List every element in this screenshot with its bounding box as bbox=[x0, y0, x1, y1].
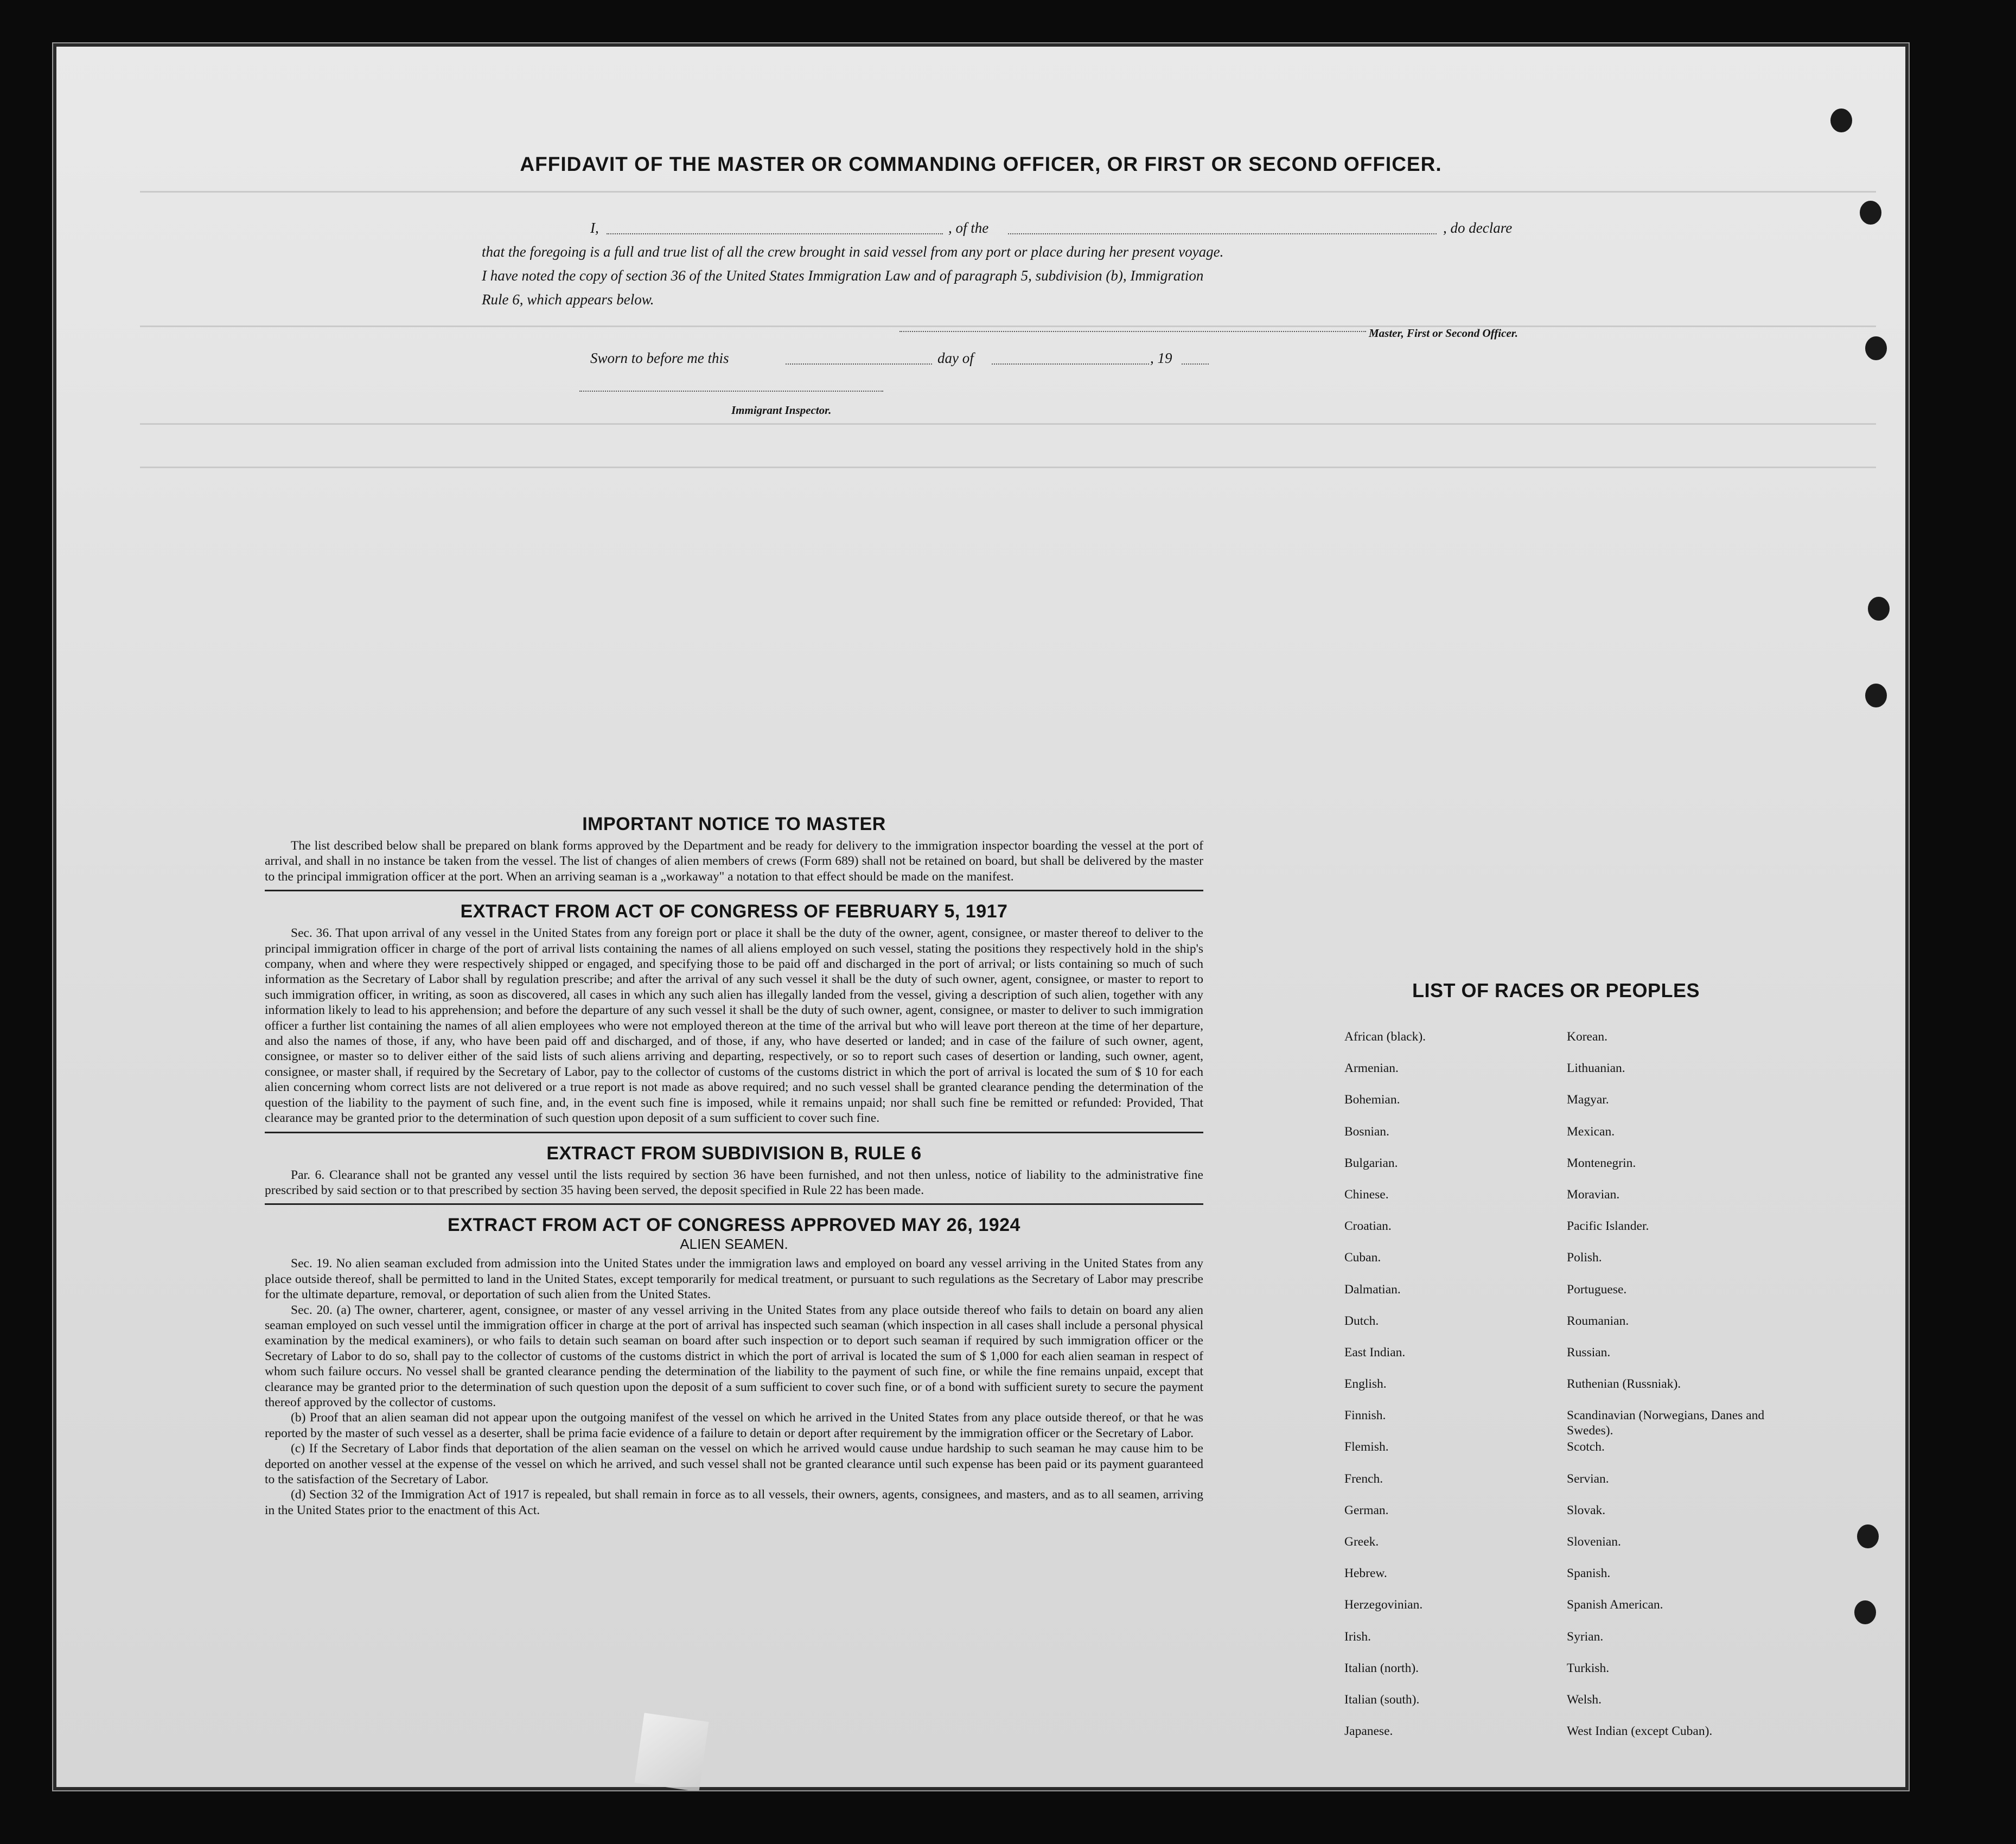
affidavit-line-2: that the foregoing is a full and true list of all the crew brought in said vessel from any port or place during her present voyage. bbox=[482, 244, 1224, 260]
notice-title: IMPORTANT NOTICE TO MASTER bbox=[582, 814, 886, 834]
race-item: Irish. bbox=[1344, 1629, 1371, 1644]
extract-1917-title: EXTRACT FROM ACT OF CONGRESS OF FEBRUARY 5, 1917 bbox=[460, 901, 1008, 922]
punch-hole bbox=[1860, 201, 1881, 225]
race-item: Chinese. bbox=[1344, 1187, 1389, 1202]
race-item: Moravian. bbox=[1567, 1187, 1620, 1202]
year-label: , 19 bbox=[1150, 350, 1172, 366]
day-of-label: day of bbox=[937, 350, 974, 366]
race-item: Spanish. bbox=[1567, 1566, 1611, 1581]
races-title: LIST OF RACES OR PEOPLES bbox=[1412, 979, 1700, 1001]
race-item: Welsh. bbox=[1567, 1692, 1602, 1707]
race-item: Croatian. bbox=[1344, 1219, 1392, 1234]
race-item: Japanese. bbox=[1344, 1724, 1393, 1739]
divider bbox=[265, 1132, 1203, 1133]
races-column-2 bbox=[1567, 1029, 1768, 1755]
race-item: Italian (south). bbox=[1344, 1692, 1420, 1707]
notice-section bbox=[265, 814, 1203, 1518]
race-item: Servian. bbox=[1567, 1471, 1609, 1486]
bleed-line bbox=[140, 423, 1876, 425]
race-item: English. bbox=[1344, 1377, 1387, 1392]
notice-text: The list described below shall be prepared on blank forms approved by the Department and be ready for delivery to the immigration inspector boarding the vessel at the port of arrival, and shall in no instance be taken from the vessel. The list of changes of alien members of crews (Form 689) shall not be retained on board, but shall be delivered by the master to the principal immigration officer at the port. When an arriving seaman is a „workaway" a notation to that effect should be made on the manifest. bbox=[265, 839, 1203, 884]
signature-line[interactable] bbox=[899, 331, 1366, 332]
sec20c-text: (c) If the Secretary of Labor finds that deportation of the alien seaman on the vessel on which he arrived would cause undue hardship to such seaman he may cause him to be deported on another vessel at the expense of the vessel on which he arrived, and such vessel shall not be granted clearance until such expense has been paid or its payment guaranteed to the satisfaction of the Secretary of Labor. bbox=[265, 1441, 1203, 1486]
inspector-label: Immigrant Inspector. bbox=[731, 404, 832, 417]
race-item: Flemish. bbox=[1344, 1440, 1389, 1454]
blank-line[interactable] bbox=[1008, 233, 1437, 234]
bleed-line bbox=[140, 467, 1876, 468]
race-item: Cuban. bbox=[1344, 1250, 1381, 1265]
sec20b-text: (b) Proof that an alien seaman did not appear upon the outgoing manifest of the vessel on which he arrived in the United States from any place outside thereof, or that he was reported by the master of such vessel as a deserter, shall be prima facie evidence of a failure to detain or deport after requirement by the immigration officer or the Secretary of Labor. bbox=[265, 1411, 1203, 1440]
race-item: Mexican. bbox=[1567, 1124, 1615, 1139]
race-item: East Indian. bbox=[1344, 1345, 1406, 1360]
punch-hole bbox=[1865, 684, 1887, 707]
sworn-label: Sworn to before me this bbox=[590, 350, 729, 366]
race-item: Russian. bbox=[1567, 1345, 1611, 1360]
affidavit-of-the: , of the bbox=[948, 220, 989, 236]
race-item: Slovenian. bbox=[1567, 1535, 1621, 1549]
extract-1924-title: EXTRACT FROM ACT OF CONGRESS APPROVED MAY 26, 1924 bbox=[448, 1215, 1020, 1236]
race-item: Montenegrin. bbox=[1567, 1156, 1636, 1170]
race-item: Portuguese. bbox=[1567, 1282, 1627, 1297]
race-item: Bohemian. bbox=[1344, 1093, 1400, 1107]
race-item: Lithuanian. bbox=[1567, 1061, 1625, 1076]
punch-hole bbox=[1830, 109, 1852, 132]
race-item: Finnish. bbox=[1344, 1408, 1386, 1423]
extract-rule6-title: EXTRACT FROM SUBDIVISION B, RULE 6 bbox=[546, 1143, 922, 1164]
race-item: Scandinavian (Norwegians, Danes and Swedes). bbox=[1567, 1408, 1765, 1438]
divider bbox=[265, 1203, 1203, 1205]
sec20a-text: Sec. 20. (a) The owner, charterer, agent, consignee, or master of any vessel arriving in the United States from any place outside thereof who fails to detain on board any alien seaman employed on such vessel until the immigration officer in charge at the port of arrival has inspected such seaman (which inspection in all cases shall include a personal physical examination by the medical examiners), or who fails to detain such seaman on board after such inspection or to deport such seaman if required by such immigration officer or the Secretary of Labor to do so, shall pay to the collector of customs of the customs district in which the port of arrival is located the sum of $ 1,000 for each alien seaman in respect of whom such failure occurs. No vessel shall be granted clearance pending the determination of the liability to the payment of such fine, or while the fine remains unpaid, except that clearance may be granted prior to the determination of such question upon the deposit of a sum sufficient to cover such fine, or of a bond with sufficient surety to secure the payment thereof approved by the collector of customs. bbox=[265, 1303, 1203, 1409]
race-item: Spanish American. bbox=[1567, 1598, 1663, 1612]
divider bbox=[265, 890, 1203, 891]
affidavit-block bbox=[482, 216, 1561, 417]
blank-line[interactable] bbox=[786, 363, 932, 365]
race-item: Herzegovinian. bbox=[1344, 1598, 1423, 1612]
blank-line[interactable] bbox=[992, 363, 1149, 365]
race-item: Roumanian. bbox=[1567, 1313, 1629, 1328]
punch-hole bbox=[1857, 1524, 1879, 1548]
race-item: Korean. bbox=[1567, 1030, 1608, 1044]
race-item: Armenian. bbox=[1344, 1061, 1399, 1076]
race-item: Dutch. bbox=[1344, 1313, 1379, 1328]
race-item: West Indian (except Cuban). bbox=[1567, 1724, 1713, 1739]
race-item: Pacific Islander. bbox=[1567, 1219, 1649, 1234]
race-item: Hebrew. bbox=[1344, 1566, 1387, 1581]
race-item: Slovak. bbox=[1567, 1503, 1606, 1517]
races-list bbox=[1344, 979, 1768, 1739]
punch-hole bbox=[1865, 336, 1887, 360]
race-item: Bosnian. bbox=[1344, 1124, 1389, 1139]
extract-1917-text: Sec. 36. That upon arrival of any vessel in the United States from any foreign port or place it shall be the duty of the owner, agent, consignee, or master thereof to deliver to the principal immigration officer in charge of the port of arrival lists containing the names of all aliens employed on such vessel, stating the positions they respectively hold in the ship's company, when and where they were respectively shipped or engaged, and specifying those to be paid off and discharged in the port of arrival; or lists containing so much of such information as the Secretary of Labor shall by regulation prescribe; and after the arrival of any such vessel it shall be the duty of such owner, agent, consignee, or master to report to such immigration officer, in writing, as soon as discovered, all cases in which any such alien has illegally landed from the vessel, giving a description of such alien, together with any information likely to lead to his apprehension; and before the departure of any such vessel it shall be the duty of such owner, agent, consignee, or master to deliver to such immigration officer a further list containing the names of all alien employees who were not employed thereon at the time of the arrival but who will leave port thereon at the time of her departure, and also the names of those, if any, who have been paid off and discharged, and of those, if any, who have deserted or landed; and in case of the failure of such owner, agent, consignee, or master so to deliver either of the said lists of such aliens arriving and departing, respectively, or so to report such cases of desertion or landing, such owner, agent, consignee, or master shall, if required by the Secretary of Labor, pay to the collector of customs of the customs district in which the port of arrival is located the sum of $ 10 for each alien concerning whom correct lists are not delivered or a true report is not made as above required; and no such vessel shall be granted clearance pending the determination of the question of the liability to the payment of such fine, and, in the event such fine is imposed, while it remains unpaid; nor shall such fine be remitted or refunded: Provided, That clearance may be granted prior to the determination of such question upon deposit of a sum sufficient to cover such fine. bbox=[265, 926, 1203, 1126]
punch-hole bbox=[1854, 1600, 1876, 1624]
punch-hole bbox=[1868, 597, 1890, 621]
race-item: Scotch. bbox=[1567, 1440, 1605, 1454]
race-item: Ruthenian (Russniak). bbox=[1567, 1377, 1681, 1392]
race-item: Greek. bbox=[1344, 1535, 1379, 1549]
race-item: Bulgarian. bbox=[1344, 1156, 1398, 1170]
race-item: African (black). bbox=[1344, 1030, 1426, 1044]
blank-line[interactable] bbox=[607, 233, 943, 234]
affidavit-i: I, bbox=[590, 220, 599, 236]
races-column-1 bbox=[1344, 1029, 1561, 1755]
race-item: Italian (north). bbox=[1344, 1661, 1419, 1675]
race-item: Turkish. bbox=[1567, 1661, 1610, 1675]
extract-rule6-text: Par. 6. Clearance shall not be granted any vessel until the lists required by section 36 have been furnished, and not then unless, notice of liability to the administrative fine prescribed by said section or to that prescribed by section 35 having been served, the deposit specified in Rule 22 has been made. bbox=[265, 1167, 1203, 1197]
race-item: Dalmatian. bbox=[1344, 1282, 1401, 1297]
race-item: Magyar. bbox=[1567, 1093, 1609, 1107]
affidavit-do-declare: , do declare bbox=[1443, 220, 1513, 236]
sec19-text: Sec. 19. No alien seaman excluded from admission into the United States under the immigration laws and employed on board any vessel arriving in the United States from any place outside thereof, shall be permitted to land in the United States, except temporarily for medical treatment, or pursuant to such regulations as the Secretary of Labor may prescribe for the ultimate departure, removal, or deportation of such alien from the United States. bbox=[265, 1256, 1203, 1302]
bleed-line bbox=[140, 191, 1876, 193]
affidavit-line-4: Rule 6, which appears below. bbox=[482, 291, 654, 308]
race-item: Syrian. bbox=[1567, 1629, 1604, 1644]
manifest-page bbox=[52, 42, 1910, 1791]
race-item: Polish. bbox=[1567, 1250, 1602, 1265]
race-item: German. bbox=[1344, 1503, 1389, 1517]
inspector-line[interactable] bbox=[579, 391, 883, 392]
paper-fold bbox=[635, 1713, 709, 1791]
blank-line[interactable] bbox=[1182, 363, 1209, 365]
race-item: French. bbox=[1344, 1471, 1383, 1486]
affidavit-title: AFFIDAVIT OF THE MASTER OR COMMANDING OFFICER, OR FIRST OR SECOND OFFICER. bbox=[520, 153, 1442, 175]
affidavit-line-3: I have noted the copy of section 36 of the United States Immigration Law and of paragraph 5, subdivision (b), Immigration bbox=[482, 267, 1204, 284]
sec20d-text: (d) Section 32 of the Immigration Act of 1917 is repealed, but shall remain in force as to all vessels, their owners, agents, consignees, and masters, and as to all seamen, arriving in the United States prior to the enactment of this Act. bbox=[265, 1488, 1203, 1517]
master-label: Master, First or Second Officer. bbox=[1369, 327, 1518, 340]
extract-1924-subtitle: ALIEN SEAMEN. bbox=[680, 1236, 788, 1253]
